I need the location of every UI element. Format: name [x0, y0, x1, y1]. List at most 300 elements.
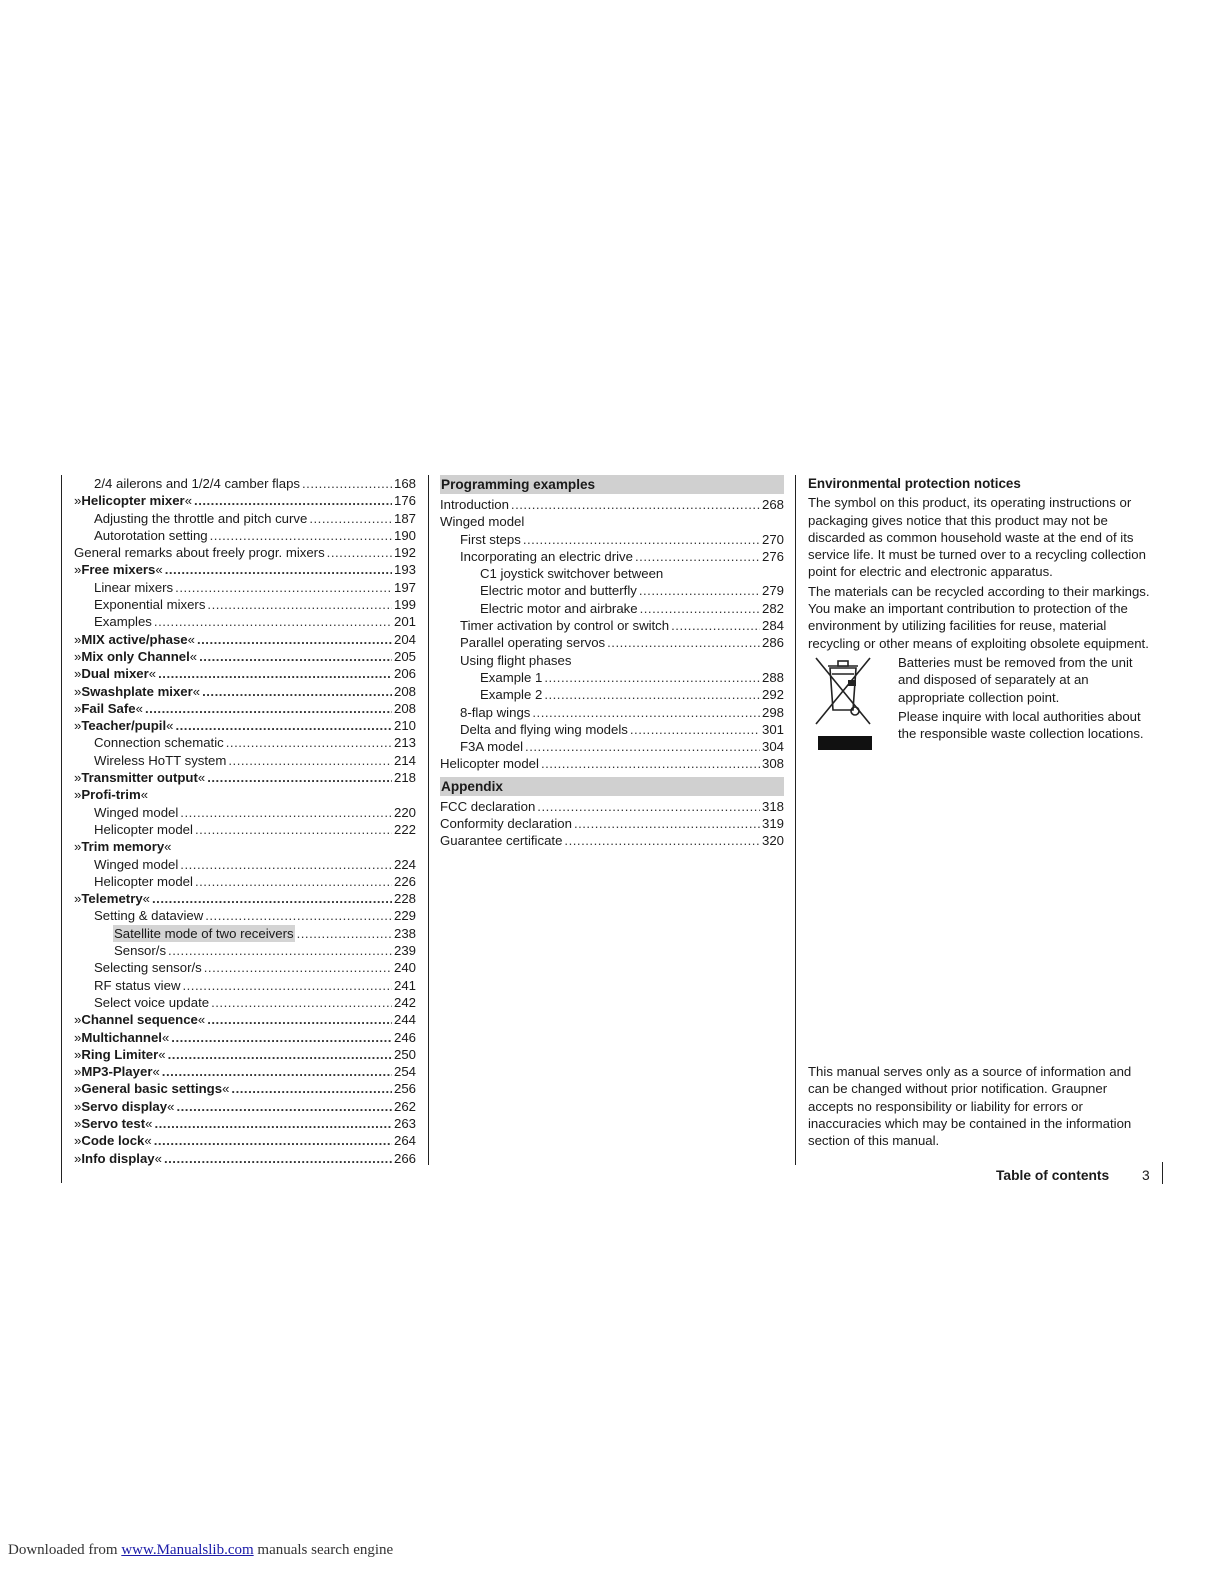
toc-entry[interactable] — [74, 665, 416, 682]
toc-entry[interactable] — [74, 596, 416, 613]
toc-entry-suffix: « — [197, 770, 206, 786]
toc-entry-text: Winged model — [94, 804, 179, 820]
toc-entry-page: 229 — [393, 908, 416, 924]
toc-entry[interactable] — [440, 513, 784, 530]
toc-entry[interactable] — [74, 925, 416, 942]
toc-entry-label — [480, 600, 638, 617]
toc-entry-label — [74, 838, 172, 855]
toc-entry-text: Guarantee certificate — [440, 833, 563, 849]
toc-entry-text: C1 joystick switchover between — [480, 566, 664, 582]
toc-entry[interactable] — [440, 565, 784, 582]
toc-entry[interactable] — [74, 613, 416, 630]
toc-entry-page: 250 — [393, 1046, 416, 1062]
toc-entry-text: Multichannel — [81, 1029, 162, 1045]
toc-entry-prefix: » — [74, 1029, 82, 1045]
toc-entry-prefix: » — [74, 839, 82, 855]
toc-entry-label — [74, 683, 200, 700]
toc-entry[interactable] — [74, 1063, 416, 1080]
crossed-out-wheelie-bin-icon — [812, 654, 884, 754]
toc-entry-page: 279 — [761, 583, 784, 599]
toc-entry[interactable] — [74, 544, 416, 561]
toc-entry-text: Satellite mode of two receivers — [114, 925, 294, 941]
toc-entry[interactable] — [74, 631, 416, 648]
toc-entry-text: 2/4 ailerons and 1/2/4 camber flaps — [94, 476, 300, 491]
battery-notice-text — [898, 654, 1153, 754]
toc-entry-suffix: « — [166, 718, 174, 734]
toc-entry[interactable] — [74, 717, 416, 734]
toc-entry-suffix: « — [148, 666, 157, 682]
toc-entry-page: 192 — [393, 545, 416, 561]
toc-entry-page: 218 — [393, 770, 416, 786]
toc-entry-prefix: » — [74, 631, 82, 647]
toc-entry[interactable] — [440, 721, 784, 738]
toc-entry-suffix: « — [164, 839, 172, 855]
toc-entry-text: Teacher/pupil — [81, 718, 167, 734]
toc-entry-text: Exponential mixers — [94, 597, 206, 613]
dot-leader — [640, 600, 760, 617]
dot-leader — [574, 815, 760, 832]
toc-entry-page: 176 — [393, 493, 416, 509]
toc-entry-page: 246 — [393, 1029, 416, 1045]
toc-entry-label — [74, 786, 148, 803]
toc-entry-label — [74, 561, 163, 578]
toc-entry-text: Setting & dataview — [94, 908, 204, 924]
dot-leader — [145, 700, 392, 717]
dot-leader — [204, 959, 392, 976]
toc-entry-label — [460, 617, 669, 634]
toc-entry[interactable] — [74, 890, 416, 907]
toc-entry-suffix: « — [145, 1115, 153, 1131]
toc-entry-page: 318 — [761, 798, 784, 814]
dot-leader — [228, 752, 392, 769]
toc-entry-page: 197 — [393, 579, 416, 595]
toc-entry-page: 268 — [761, 497, 784, 512]
toc-entry-label — [94, 527, 208, 544]
toc-entry-page: 263 — [393, 1115, 416, 1131]
toc-entry-label — [440, 832, 562, 849]
toc-entry-suffix: « — [192, 683, 201, 699]
toc-entry[interactable] — [440, 832, 784, 849]
toc-entry-page: 226 — [393, 873, 416, 889]
toc-entry-text: Helicopter model — [94, 873, 193, 889]
toc-entry[interactable] — [74, 959, 416, 976]
toc-entry-page: 168 — [393, 476, 416, 491]
toc-entry-text: General basic settings — [81, 1081, 223, 1097]
download-prefix: Downloaded from — [8, 1542, 122, 1558]
dot-leader — [544, 686, 760, 703]
toc-entry-page: 199 — [393, 597, 416, 613]
toc-entry-page: 288 — [761, 669, 784, 685]
toc-entry-page: 284 — [761, 618, 784, 634]
toc-entry-prefix: » — [74, 1081, 82, 1097]
toc-entry[interactable] — [440, 755, 784, 772]
toc-entry[interactable] — [74, 1098, 416, 1115]
dot-leader — [154, 1132, 392, 1149]
toc-entry-text: Incorporating an electric drive — [460, 548, 633, 564]
toc-entry-text: Free mixers — [81, 562, 156, 578]
toc-entry-suffix: « — [222, 1081, 230, 1097]
toc-entry-text: Delta and flying wing models — [460, 721, 628, 737]
toc-entry-label — [94, 475, 300, 492]
toc-entry[interactable] — [74, 475, 416, 492]
dot-leader — [327, 544, 392, 561]
toc-entry-label — [480, 686, 542, 703]
toc-entry-label — [74, 1046, 166, 1063]
toc-entry-label — [74, 648, 197, 665]
toc-entry-label — [480, 669, 542, 686]
toc-entry-label — [94, 752, 226, 769]
toc-entry-text: Sensor/s — [114, 943, 167, 959]
toc-entry-page: 224 — [393, 856, 416, 872]
toc-entry-label — [94, 873, 193, 890]
toc-entry-page: 266 — [393, 1150, 416, 1166]
dot-leader — [607, 634, 760, 651]
toc-entry[interactable] — [74, 838, 416, 855]
toc-entry-page: 193 — [393, 562, 416, 578]
toc-entry-page: 301 — [761, 721, 784, 737]
toc-entry[interactable] — [440, 704, 784, 721]
manualslib-link[interactable]: www.Manualslib.com — [121, 1542, 254, 1558]
dot-leader — [231, 1080, 392, 1097]
toc-entry[interactable] — [74, 1029, 416, 1046]
toc-entry-label — [94, 977, 180, 994]
toc-entry[interactable] — [74, 907, 416, 924]
toc-entry[interactable] — [74, 648, 416, 665]
toc-entry-label — [74, 1132, 152, 1149]
dot-leader — [154, 613, 392, 630]
toc-entry[interactable] — [440, 600, 784, 617]
toc-entry[interactable] — [440, 652, 784, 669]
toc-entry[interactable] — [440, 582, 784, 599]
dot-leader — [210, 527, 392, 544]
dot-leader — [180, 856, 392, 873]
toc-entry-text: Connection schematic — [94, 735, 224, 751]
toc-entry[interactable] — [440, 686, 784, 703]
toc-entry-suffix: « — [189, 648, 198, 664]
toc-entry[interactable] — [74, 769, 416, 786]
toc-entry-page: 264 — [393, 1133, 416, 1149]
toc-entry-text: Fail Safe — [81, 700, 136, 716]
dot-leader — [226, 734, 392, 751]
toc-entry[interactable] — [74, 856, 416, 873]
dot-leader — [154, 1115, 392, 1132]
dot-leader — [211, 994, 392, 1011]
toc-entry-prefix: » — [74, 1046, 82, 1062]
toc-entry-page: 308 — [761, 756, 784, 772]
toc-entry-prefix: » — [74, 1133, 82, 1149]
toc-entry-label — [74, 700, 143, 717]
toc-entry-label — [74, 890, 150, 907]
download-credit — [8, 1542, 393, 1559]
toc-entry-text: Wireless HoTT system — [94, 752, 227, 768]
toc-entry[interactable] — [440, 617, 784, 634]
toc-entry-label — [74, 1011, 205, 1028]
toc-entry-text: Winged model — [94, 856, 179, 872]
toc-entry-text: Winged model — [440, 514, 525, 530]
toc-entry-page: 276 — [761, 548, 784, 564]
toc-entry-page: 210 — [393, 718, 416, 734]
toc-entry-text: Conformity declaration — [440, 816, 572, 832]
toc-entry-suffix: « — [142, 891, 151, 907]
toc-entry[interactable] — [440, 496, 784, 513]
toc-entry-label — [94, 579, 173, 596]
toc-entry-prefix: » — [74, 718, 82, 734]
dot-leader — [168, 1046, 392, 1063]
toc-entry[interactable] — [440, 738, 784, 755]
toc-entry-page: 201 — [393, 614, 416, 630]
toc-entry-page: 239 — [393, 943, 416, 959]
toc-entry-text: Helicopter model — [94, 821, 193, 837]
dot-leader — [168, 942, 392, 959]
toc-entry[interactable] — [74, 804, 416, 821]
toc-entry-prefix: » — [74, 648, 82, 664]
toc-entry-label — [94, 510, 307, 527]
toc-entry-page: 206 — [393, 666, 416, 682]
toc-entry-page: 208 — [393, 700, 416, 716]
toc-entry-text: Helicopter model — [440, 756, 539, 772]
toc-entry-label — [74, 1150, 162, 1167]
toc-entry[interactable] — [74, 1115, 416, 1132]
toc-entry-label — [460, 548, 633, 565]
toc-entry-prefix: » — [74, 1098, 82, 1114]
toc-entry-text: Linear mixers — [94, 579, 174, 595]
toc-entry-page: 244 — [393, 1012, 416, 1028]
toc-entry-label — [440, 815, 572, 832]
toc-entry-page: 319 — [761, 816, 784, 832]
dot-leader — [158, 665, 392, 682]
toc-entry[interactable] — [74, 510, 416, 527]
dot-leader — [152, 890, 392, 907]
toc-entry-text: 8-flap wings — [460, 704, 531, 720]
toc-entry-text: FCC declaration — [440, 798, 536, 814]
dot-leader — [297, 925, 392, 942]
toc-entry-page: 240 — [393, 960, 416, 976]
toc-entry-label — [114, 942, 166, 959]
toc-entry-text: Trim memory — [81, 839, 165, 855]
toc-entry[interactable] — [440, 548, 784, 565]
toc-entry-prefix: » — [74, 1012, 82, 1028]
toc-entry[interactable] — [74, 994, 416, 1011]
toc-entry-label — [74, 1063, 160, 1080]
toc-entry-page: 222 — [393, 821, 416, 837]
toc-entry-suffix: « — [135, 700, 143, 716]
toc-entry-page: 292 — [761, 687, 784, 703]
toc-entry-suffix: « — [154, 1150, 162, 1166]
toc-entry-label — [440, 513, 524, 530]
dot-leader — [511, 496, 760, 513]
toc-entry-text: Example 1 — [480, 669, 543, 685]
dot-leader — [532, 704, 760, 721]
toc-entry-page: 204 — [393, 631, 416, 647]
toc-entry[interactable] — [74, 873, 416, 890]
toc-entry-suffix: « — [187, 631, 195, 647]
dot-leader — [671, 617, 760, 634]
dot-leader — [537, 798, 760, 815]
toc-entry[interactable] — [440, 634, 784, 651]
toc-entry-suffix: « — [140, 787, 149, 803]
toc-entry-text: F3A model — [460, 739, 524, 755]
toc-entry-page: 228 — [393, 891, 416, 907]
toc-entry-label — [480, 565, 663, 582]
toc-entry-suffix: « — [152, 1064, 160, 1080]
dot-leader — [309, 510, 392, 527]
toc-entry-label — [94, 804, 178, 821]
toc-entry-label — [460, 721, 628, 738]
toc-entry-text: Examples — [94, 614, 152, 630]
toc-entry-label — [94, 821, 193, 838]
dot-leader — [544, 669, 760, 686]
toc-entry-suffix: « — [167, 1098, 175, 1114]
toc-entry[interactable] — [74, 1132, 416, 1149]
toc-entry-page: 190 — [393, 527, 416, 543]
toc-entry-label — [94, 994, 209, 1011]
toc-entry-text: Select voice update — [94, 994, 210, 1010]
dot-leader — [194, 492, 392, 509]
toc-entry-prefix: » — [74, 1064, 82, 1080]
toc-entry-text: Transmitter output — [81, 770, 198, 786]
toc-entry-text: First steps — [460, 531, 521, 547]
toc-entry[interactable] — [74, 821, 416, 838]
toc-entry-page: 187 — [393, 510, 416, 526]
toc-entry-label — [440, 496, 509, 513]
toc-entry[interactable] — [74, 1150, 416, 1167]
toc-entry[interactable] — [74, 527, 416, 544]
toc-entry-page: 238 — [393, 925, 416, 941]
toc-entry-page: 256 — [393, 1081, 416, 1097]
toc-entry[interactable] — [74, 942, 416, 959]
toc-entry-text: Selecting sensor/s — [94, 960, 202, 976]
toc-entry-suffix: « — [161, 1029, 170, 1045]
toc-entry[interactable] — [74, 1080, 416, 1097]
toc-entry-label — [74, 717, 173, 734]
toc-entry-text: Timer activation by control or switch — [460, 618, 670, 634]
toc-entry[interactable] — [74, 734, 416, 751]
dot-leader — [207, 596, 392, 613]
toc-entry-text: Parallel operating servos — [460, 635, 606, 651]
dot-leader — [525, 738, 760, 755]
toc-entry-prefix: » — [74, 770, 82, 786]
toc-entry[interactable] — [74, 977, 416, 994]
page-number: 3 — [1142, 1168, 1150, 1183]
toc-entry-page: 304 — [761, 739, 784, 755]
dot-leader — [207, 769, 392, 786]
toc-entry-text: Channel sequence — [81, 1012, 198, 1028]
programming-examples-heading: Programming examples — [440, 475, 784, 494]
toc-entry[interactable] — [74, 752, 416, 769]
dot-leader — [180, 804, 392, 821]
toc-entry-label — [440, 755, 539, 772]
toc-entry[interactable] — [74, 492, 416, 509]
toc-column-2 — [440, 475, 784, 850]
toc-entry-label — [460, 704, 530, 721]
dot-leader — [523, 531, 760, 548]
column-rule-left — [61, 475, 62, 1183]
toc-entry[interactable] — [440, 531, 784, 548]
toc-entry[interactable] — [74, 683, 416, 700]
toc-entry[interactable] — [74, 561, 416, 578]
toc-entry-label — [460, 652, 571, 669]
column-rule-1 — [428, 475, 429, 1165]
toc-entry-label — [480, 582, 637, 599]
toc-entry-label — [94, 907, 203, 924]
toc-entry-label — [94, 734, 224, 751]
toc-entry-prefix: » — [74, 1150, 82, 1166]
toc-entry-label — [94, 856, 178, 873]
toc-entry[interactable] — [74, 1011, 416, 1028]
toc-entry-label — [74, 769, 205, 786]
disclaimer-block — [808, 1063, 1148, 1151]
environment-section — [808, 475, 1153, 754]
dot-leader — [175, 579, 392, 596]
toc-entry-prefix: » — [74, 666, 82, 682]
toc-entry-text: Info display — [81, 1150, 155, 1166]
toc-entry-label — [460, 634, 605, 651]
toc-entry-label — [74, 665, 156, 682]
toc-entry[interactable] — [440, 798, 784, 815]
toc-entry-prefix: » — [74, 700, 82, 716]
toc-entry-page: 270 — [761, 531, 784, 547]
toc-entry-text: Electric motor and butterfly — [480, 583, 637, 599]
dot-leader — [564, 832, 760, 849]
dot-leader — [630, 721, 760, 738]
column-rule-right — [1162, 1162, 1163, 1184]
dot-leader — [195, 873, 392, 890]
battery-notice — [808, 654, 1153, 754]
toc-entry-text: Autorotation setting — [94, 527, 208, 543]
toc-entry-page: 213 — [393, 735, 416, 751]
dot-leader — [635, 548, 760, 565]
toc-entry[interactable] — [74, 786, 416, 803]
toc-entry-text: Introduction — [440, 497, 509, 512]
toc-entry-label — [94, 959, 202, 976]
dot-leader — [207, 1011, 392, 1028]
toc-entry-text: Using flight phases — [460, 652, 572, 668]
toc-entry-label — [94, 613, 152, 630]
toc-entry-text: RF status view — [94, 977, 181, 993]
dot-leader — [182, 977, 392, 994]
toc-entry-page: 262 — [393, 1098, 416, 1114]
dot-leader — [541, 755, 760, 772]
toc-entry-page: 220 — [393, 804, 416, 820]
toc-entry-prefix: » — [74, 787, 82, 803]
toc-entry-text: Telemetry — [81, 891, 143, 907]
toc-entry[interactable] — [74, 579, 416, 596]
dot-leader — [176, 1098, 392, 1115]
appendix-heading: Appendix — [440, 777, 784, 796]
toc-entry[interactable] — [74, 700, 416, 717]
toc-entry-label — [113, 925, 295, 942]
toc-entry-page: 286 — [761, 635, 784, 651]
toc-entry-text: Swashplate mixer — [81, 683, 193, 699]
environment-heading: Environmental protection notices — [808, 476, 1021, 491]
toc-entry[interactable] — [440, 669, 784, 686]
dot-leader — [205, 907, 392, 924]
programming-examples-list — [440, 496, 784, 773]
disclaimer-text: This manual serves only as a source of information and can be changed without prior notification. Graupner accepts no responsibility or liability for errors or inaccuracies which may be contained in the information section of this manual. — [808, 1064, 1132, 1149]
toc-entry[interactable] — [74, 1046, 416, 1063]
toc-entry-suffix: « — [197, 1012, 206, 1028]
toc-entry-text: Servo display — [81, 1098, 168, 1114]
dot-leader — [162, 1063, 392, 1080]
toc-entry-text: Electric motor and airbrake — [480, 600, 638, 616]
toc-entry-page: 241 — [393, 977, 416, 993]
dot-leader — [195, 821, 392, 838]
toc-entry[interactable] — [440, 815, 784, 832]
dot-leader — [175, 717, 392, 734]
toc-entry-page: 214 — [393, 752, 416, 768]
toc-entry-suffix: « — [158, 1046, 166, 1062]
toc-entry-label — [74, 1029, 169, 1046]
